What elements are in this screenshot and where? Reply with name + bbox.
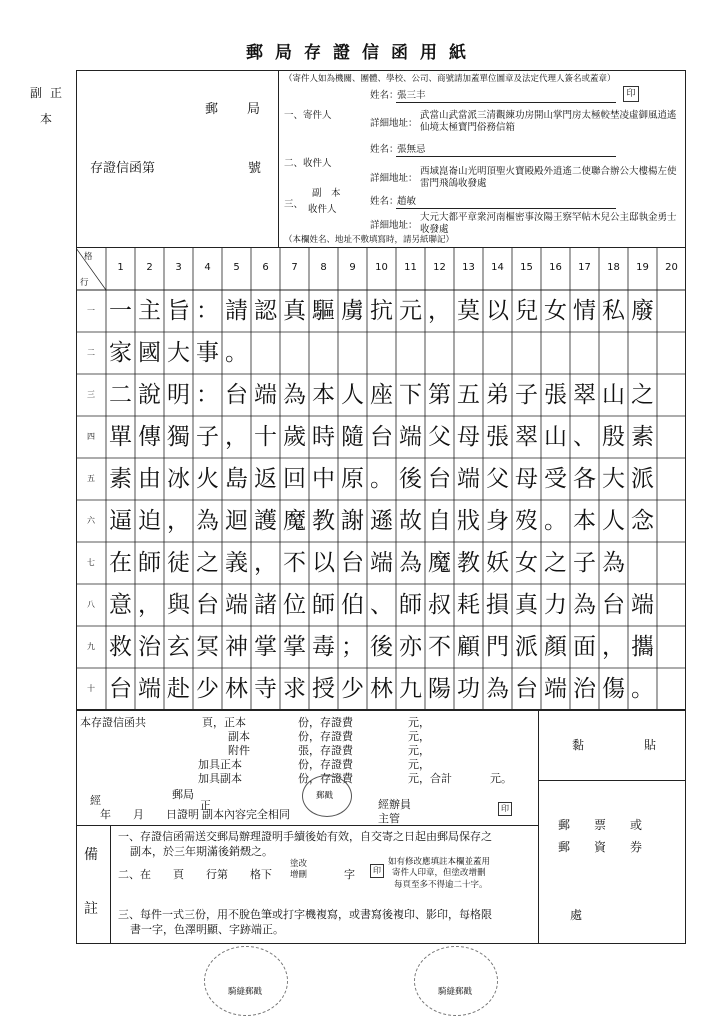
fujian-label: 附件 [228, 744, 250, 757]
grid-character: 火 [196, 465, 219, 492]
grid-character: 教 [457, 549, 480, 576]
grid-character: 師 [138, 549, 161, 576]
sender-addr-label: 詳細地址： [370, 118, 418, 129]
copy-fu-label: 副 [30, 86, 43, 100]
column-number: 10 [375, 262, 388, 273]
column-number: 9 [349, 262, 356, 273]
grid-character: 女 [544, 297, 567, 324]
grid-character: 虜 [341, 297, 364, 324]
grid-character: 伯 [341, 591, 364, 618]
grid-character: 抗 [370, 297, 393, 324]
grid-character: 家 [109, 339, 132, 366]
grid-character: 迴 [225, 507, 248, 534]
grid-character: 素 [109, 465, 132, 492]
grid-character: 本 [573, 507, 596, 534]
grid-character: 子 [196, 423, 219, 450]
grid-character: 翠 [515, 423, 538, 450]
grid-character: 掌 [283, 633, 306, 660]
row-label: 九 [87, 642, 95, 651]
column-number: 17 [578, 262, 591, 273]
grid-character: 、 [370, 591, 393, 618]
grid-character: 回 [283, 465, 306, 492]
grid-character: 師 [399, 591, 422, 618]
grid-character: 治 [138, 633, 161, 660]
grid-character: 為 [573, 591, 596, 618]
grid-character: 魔 [428, 549, 451, 576]
cc-number: 三、 [284, 199, 304, 210]
grid-character: 明 [167, 381, 190, 408]
column-number: 18 [607, 262, 620, 273]
row-label: 四 [87, 432, 95, 441]
grid-character: 隨 [341, 423, 364, 450]
yuan-4: 元， [408, 758, 430, 771]
grid-character: 山 [544, 423, 567, 450]
remarks-label-2: 註 [84, 901, 98, 917]
grid-character: 逼 [109, 507, 132, 534]
jiaju-fu-label: 加具副本 [198, 772, 242, 785]
grid-character: 張 [544, 381, 567, 408]
yuan-2: 元， [408, 730, 430, 743]
grid-character: 授 [312, 675, 335, 702]
seam-stamp-circle-right [414, 946, 498, 1016]
column-number: 3 [175, 262, 182, 273]
grid-character: 之 [631, 381, 654, 408]
grid-character: 以 [312, 549, 335, 576]
note-1b: 副本，於三年期滿後銷燬之。 [130, 845, 273, 858]
grid-character: 掌 [254, 633, 277, 660]
fee-5: 份，存證費 [298, 772, 353, 785]
note-2-r1: 如有修改應填註本欄並蓋用 [388, 857, 491, 867]
grid-character: 台 [225, 381, 248, 408]
grid-character: 力 [544, 591, 567, 618]
grid-character: 山 [602, 381, 625, 408]
cc-name-underline [396, 208, 616, 209]
grid-character: 妖 [486, 549, 509, 576]
chu-label: 處 [570, 908, 583, 922]
grid-character: 謝 [341, 507, 364, 534]
note-2a: 二、在 頁 行第 格下 [118, 868, 272, 881]
grid-character: 莫 [457, 297, 480, 324]
cc-name: 趙敏 [397, 196, 417, 207]
grid-character: 五 [457, 381, 480, 408]
grid-character: 張 [486, 423, 509, 450]
grid-character: 寺 [254, 675, 277, 702]
letter-number-suffix: 號 [248, 161, 262, 176]
seam-stamp-left: 騎縫郵戳 [228, 987, 263, 997]
postmark-label: 郵戳 [316, 791, 334, 801]
note-2-seal: 印 [370, 864, 384, 878]
grid-character: ， [254, 549, 277, 576]
grid-character: 顏 [544, 633, 567, 660]
grid-character: 冰 [167, 465, 190, 492]
grid-character: 諸 [254, 591, 277, 618]
grid-character: 父 [486, 465, 509, 492]
grid-character: 母 [457, 423, 480, 450]
jiaju-zheng-label: 加具正本 [198, 758, 242, 771]
grid-character: 魔 [283, 507, 306, 534]
grid-character: 。 [225, 339, 248, 366]
grid-character: 端 [399, 423, 422, 450]
grid-character: 端 [457, 465, 480, 492]
column-number: 14 [491, 262, 504, 273]
sender-name-label: 姓名： [370, 90, 399, 101]
grid-character: 原 [341, 465, 364, 492]
stamps-label: 郵 票 或 [558, 818, 643, 832]
grid-character: 真 [515, 591, 538, 618]
column-number: 19 [636, 262, 649, 273]
grid-character: 驅 [312, 297, 335, 324]
recipient-addr-label: 詳細地址： [370, 173, 418, 184]
grid-character: 殷 [602, 423, 625, 450]
grid-character: 。 [370, 465, 393, 492]
row-label: 六 [87, 516, 95, 525]
cc-name-label: 姓名： [370, 196, 399, 207]
grid-character: 端 [370, 549, 393, 576]
grid-character: 座 [370, 381, 393, 408]
grid-character: 派 [515, 633, 538, 660]
grid-character: ， [428, 297, 451, 324]
column-number: 7 [291, 262, 298, 273]
grid-character: ： [196, 297, 219, 324]
grid-character: 不 [283, 549, 306, 576]
grid-character: 第 [428, 381, 451, 408]
grid-character: 人 [341, 381, 364, 408]
remarks-label-1: 備 [84, 847, 98, 863]
grid-character: 女 [515, 549, 538, 576]
grid-character: 素 [631, 423, 654, 450]
note-2-r3: 每頁至多不得逾二十字。 [394, 880, 488, 890]
grid-character: 大 [167, 339, 190, 366]
grid-character: 後 [370, 633, 393, 660]
sender-name-underline [396, 102, 616, 103]
grid-character: 台 [341, 549, 364, 576]
grid-character: 端 [544, 675, 567, 702]
grid-character: 台 [428, 465, 451, 492]
grid-character: 。 [631, 675, 654, 702]
grid-character: 歲 [283, 423, 306, 450]
grid-character: 兒 [515, 297, 538, 324]
header-divider [278, 70, 279, 248]
grid-character: 毒 [312, 633, 335, 660]
note-3a: 三、每件一式三份，用不脫色筆或打字機複寫，或書寫後複印、影印，每格限 [118, 908, 492, 921]
grid-character: 玄 [167, 633, 190, 660]
grid-character: 台 [515, 675, 538, 702]
grid-character: 面 [573, 633, 596, 660]
grid-character: 事 [196, 339, 219, 366]
recipient-address: 西域崑崙山光明頂聖火寶殿殿外逍遙二使聯合辦公大樓楊左使雷門飛鴿收發處 [420, 166, 677, 189]
grid-character: 為 [196, 507, 219, 534]
grid-character: 在 [109, 549, 132, 576]
recipient-name-underline [396, 156, 616, 157]
grid-character: ， [167, 507, 190, 534]
fee-3: 張，存證費 [298, 744, 353, 757]
grid-character: 中 [312, 465, 335, 492]
copy-ben-label: 本 [40, 112, 53, 126]
grid-character: 本 [312, 381, 335, 408]
grid-character: 為 [399, 549, 422, 576]
grid-character: 教 [312, 507, 335, 534]
grid-character: 子 [515, 381, 538, 408]
grid-character: 顧 [457, 633, 480, 660]
grid-character: 之 [196, 549, 219, 576]
grid-character: 戕 [457, 507, 480, 534]
grid-character: 身 [486, 507, 509, 534]
fu-content-label: 副本內容完全相同 [202, 808, 290, 821]
grid-character: 以 [486, 297, 509, 324]
grid-character: 台 [370, 423, 393, 450]
grid-character: 子 [573, 549, 596, 576]
grid-character: 少 [341, 675, 364, 702]
grid-character: 師 [312, 591, 335, 618]
grid-character: 陽 [428, 675, 451, 702]
page-unit: 頁，正本 [202, 716, 246, 729]
grid-character: 徒 [167, 549, 190, 576]
recipient-name: 張無忌 [397, 144, 426, 155]
letter-number-prefix: 存證信函第 [90, 161, 156, 176]
post-office-label: 郵 局 [205, 102, 269, 117]
note-2-tu: 塗改 [290, 859, 308, 869]
grid-character: 冥 [196, 633, 219, 660]
grid-character: 耗 [457, 591, 480, 618]
seam-stamp-right: 騎縫郵戳 [438, 987, 473, 997]
column-number: 13 [462, 262, 475, 273]
grid-character: 廢 [631, 297, 654, 324]
total-label: 本存證信函共 [80, 716, 146, 729]
note-2-zeng: 增刪 [290, 870, 308, 880]
grid-character: 請 [225, 297, 248, 324]
yuan-end: 元。 [490, 772, 512, 785]
grid-character: 意 [109, 591, 132, 618]
grid-character: 為 [486, 675, 509, 702]
cc-label-1: 副 本 [312, 188, 341, 199]
grid-character: 真 [283, 297, 306, 324]
recipient-name-label: 姓名： [370, 144, 399, 155]
seam-stamp-circle-left [204, 946, 288, 1016]
yuan-3: 元， [408, 744, 430, 757]
grid-character: 旨 [167, 297, 190, 324]
note-1a: 一、存證信函需送交郵局辦理證明手續後始有效，自交寄之日起由郵局保存之 [118, 830, 492, 843]
grid-character: ： [196, 381, 219, 408]
grid-character: 迫 [138, 507, 161, 534]
column-number: 11 [404, 262, 417, 273]
grid-character: 赴 [167, 675, 190, 702]
grid-character: 少 [196, 675, 219, 702]
grid-character: 說 [138, 381, 161, 408]
header-note: （寄件人如為機關、團體、學校、公司、商號請加蓋單位圖章及法定代理人簽名或蓋章） [284, 74, 616, 84]
grid-corner-bottom: 行 [80, 278, 89, 288]
grid-character: 端 [254, 381, 277, 408]
fuben-label: 副本 [228, 730, 250, 743]
grid-character: 下 [399, 381, 422, 408]
paste-divider [538, 780, 686, 781]
handler-label: 經辦員 [378, 798, 411, 811]
cc-address: 大元大都平章衆河南樞密事汝陽王察罕帖木兒公主邸執金勇士收發處 [420, 212, 677, 235]
grid-character: 派 [631, 465, 654, 492]
yuan-1: 元， [408, 716, 430, 729]
grid-character: 自 [428, 507, 451, 534]
note-2-r2: 寄件人印章，但塗改增刪 [392, 868, 486, 878]
grid-character: 神 [225, 633, 248, 660]
grid-character: 二 [109, 381, 132, 408]
grid-character: 島 [225, 465, 248, 492]
grid-character: 母 [515, 465, 538, 492]
grid-character: 單 [109, 423, 132, 450]
grid-character: ， [602, 633, 625, 660]
grid-character: 主 [138, 297, 161, 324]
bottom-vdivider [538, 710, 539, 944]
grid-character: 九 [399, 675, 422, 702]
cc-label-2: 收件人 [308, 204, 337, 215]
grid-character: 。 [544, 507, 567, 534]
cc-addr-label: 詳細地址： [370, 220, 418, 231]
grid-character: 治 [573, 675, 596, 702]
grid-character: 台 [109, 675, 132, 702]
column-number: 15 [520, 262, 533, 273]
postage-label: 郵 資 券 [558, 840, 643, 854]
grid-character: 與 [167, 591, 190, 618]
grid-character: 國 [138, 339, 161, 366]
column-number: 20 [665, 262, 678, 273]
grid-character: 大 [602, 465, 625, 492]
row-label: 一 [87, 306, 95, 315]
row-label: 七 [87, 558, 95, 567]
grid-character: 為 [602, 549, 625, 576]
row-label: 五 [87, 474, 95, 483]
column-number: 5 [233, 262, 240, 273]
zheng-label: 正 [200, 799, 211, 812]
grid-character: 林 [225, 675, 248, 702]
grid-character: 情 [573, 297, 596, 324]
column-number: 1 [117, 262, 124, 273]
grid-character: 受 [544, 465, 567, 492]
grid-corner-top: 格 [84, 252, 93, 262]
grid-character: 叔 [428, 591, 451, 618]
remarks-label-line [110, 825, 111, 944]
grid-character: 各 [573, 465, 596, 492]
copy-zheng-label: 正 [50, 86, 63, 100]
grid-character: 端 [631, 591, 654, 618]
row-label: 二 [87, 348, 95, 357]
paste-label-2: 貼 [644, 738, 657, 752]
supervisor-label: 主管 [378, 812, 400, 825]
fee-4: 份，存證費 [298, 758, 353, 771]
grid-character: 損 [486, 591, 509, 618]
column-number: 12 [433, 262, 446, 273]
row-label: 十 [87, 684, 95, 693]
grid-character: 認 [254, 297, 277, 324]
jing-label: 經 [90, 794, 101, 807]
grid-character: 攜 [631, 633, 654, 660]
grid-character: ， [138, 591, 161, 618]
page-title: 郵局存證信函用紙 [246, 43, 478, 63]
handler-seal: 印 [498, 802, 512, 816]
grid-character: 返 [254, 465, 277, 492]
grid-character: 台 [196, 591, 219, 618]
grid-character: 林 [370, 675, 393, 702]
grid-character: 一 [109, 297, 132, 324]
column-number: 2 [146, 262, 153, 273]
sender-seal-box: 印 [623, 86, 639, 102]
grid-character: 、 [573, 423, 596, 450]
grid-character: 亦 [399, 633, 422, 660]
grid-character: 後 [399, 465, 422, 492]
grid-character: 弟 [486, 381, 509, 408]
grid-character: 傷 [602, 675, 625, 702]
grid-character: 十 [254, 423, 277, 450]
grid-character: 端 [138, 675, 161, 702]
grid-character: 護 [254, 507, 277, 534]
grid-character: 台 [602, 591, 625, 618]
grid-character: 時 [312, 423, 335, 450]
grid-character: 救 [109, 633, 132, 660]
column-number: 6 [262, 262, 269, 273]
grid-character: 不 [428, 633, 451, 660]
grid-character: 位 [283, 591, 306, 618]
column-number: 4 [204, 262, 211, 273]
grid-character: 私 [602, 297, 625, 324]
note-3b: 書一字，色澤明顯、字跡端正。 [130, 923, 284, 936]
grid-character: 念 [631, 507, 654, 534]
grid-character: 為 [283, 381, 306, 408]
header-footnote: （本欄姓名、地址不敷填寫時，請另紙聯記） [284, 235, 455, 245]
row-label: 八 [87, 600, 95, 609]
bottom-post-office: 郵局 [172, 788, 194, 801]
letter-grid [76, 248, 686, 710]
column-number: 8 [320, 262, 327, 273]
grid-character: 門 [486, 633, 509, 660]
sender-name: 張三丰 [397, 90, 426, 101]
grid-character: 義 [225, 549, 248, 576]
total-sum: 元，合計 [408, 772, 452, 785]
grid-character: ； [341, 633, 364, 660]
grid-character: 翠 [573, 381, 596, 408]
grid-character: 獨 [167, 423, 190, 450]
row-label: 三 [87, 390, 95, 399]
grid-character: 由 [138, 465, 161, 492]
grid-character: 元 [399, 297, 422, 324]
grid-character: 求 [283, 675, 306, 702]
column-number: 16 [549, 262, 562, 273]
grid-character: 人 [602, 507, 625, 534]
grid-character: 端 [225, 591, 248, 618]
recipient-label: 二、收件人 [284, 158, 332, 169]
grid-character: 故 [399, 507, 422, 534]
grid-character: ， [225, 423, 248, 450]
grid-character: 父 [428, 423, 451, 450]
date-line: 年 月 日證明 [100, 808, 199, 821]
sender-label: 一、寄件人 [284, 110, 332, 121]
grid-character: 之 [544, 549, 567, 576]
grid-character: 傳 [138, 423, 161, 450]
paste-label-1: 黏 [572, 738, 585, 752]
grid-character: 歿 [515, 507, 538, 534]
note-2-zi: 字 [344, 868, 355, 881]
remarks-top-line [76, 825, 538, 826]
grid-character: 功 [457, 675, 480, 702]
sender-address: 武當山武當派三清觀練功房開山掌門房太極較埜凌虛御風逍遙仙境太極寶門俗務信箱 [420, 110, 677, 133]
fee-1: 份，存證費 [298, 716, 353, 729]
fee-2: 份，存證費 [298, 730, 353, 743]
grid-character: 遜 [370, 507, 393, 534]
